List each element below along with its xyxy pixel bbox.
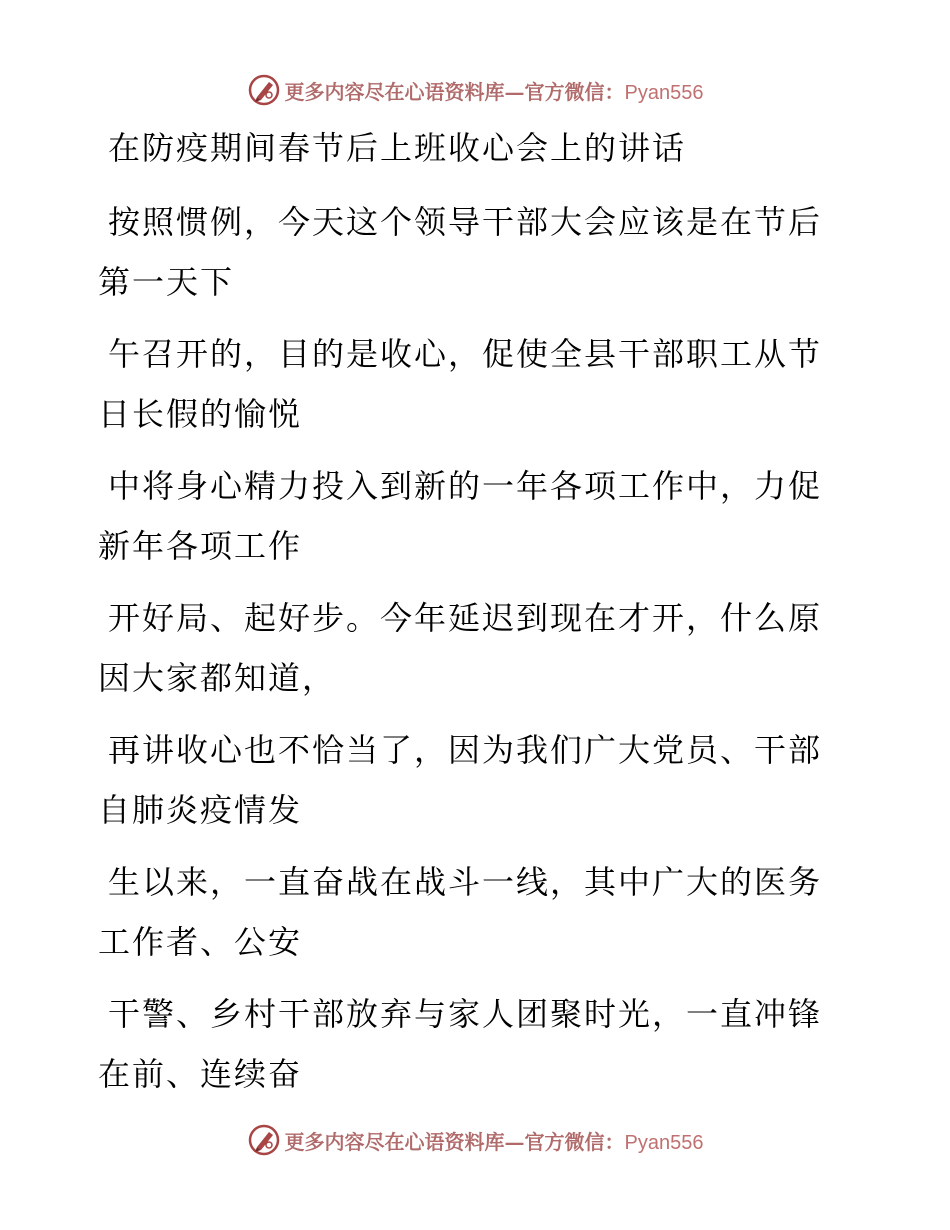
document-title: 在防疫期间春节后上班收心会上的讲话 (108, 129, 687, 167)
paragraph-line: 干警、乡村干部放弃与家人团聚时光，一直冲锋 (108, 995, 823, 1033)
paragraph-line: 第一天下 (98, 263, 235, 301)
paragraph-line: 中将身心精力投入到新的一年各项工作中，力促 (108, 467, 823, 505)
paragraph-line: 按照惯例，今天这个领导干部大会应该是在节后 (108, 203, 823, 241)
paragraph-1 (98, 192, 838, 312)
paragraph-6 (98, 852, 838, 972)
paragraph-line: 工作者、公安 (98, 923, 303, 961)
paragraph-3 (98, 456, 838, 576)
watermark-text: 更多内容尽在心语资料库—官方微信：Pyan556 (284, 1129, 704, 1154)
watermark-wechat-id: Pyan556 (624, 1131, 704, 1154)
paragraph-line: 自肺炎疫情发 (98, 791, 303, 829)
paragraph-line: 因大家都知道， (98, 659, 337, 697)
watermark-wechat-id: Pyan556 (624, 81, 704, 104)
paragraph-line: 新年各项工作 (98, 527, 303, 565)
pen-logo-icon (247, 73, 281, 107)
document-body (98, 118, 838, 1104)
paragraph-line: 开好局、起好步。今年延迟到现在才开，什么原 (108, 599, 823, 637)
paragraph-7 (98, 984, 838, 1104)
paragraph-line: 在前、连续奋 (98, 1055, 303, 1093)
paragraph-2 (98, 324, 838, 444)
header-watermark (0, 70, 950, 110)
paragraph-line: 生以来，一直奋战在战斗一线，其中广大的医务 (108, 863, 823, 901)
paragraph-line: 再讲收心也不恰当了，因为我们广大党员、干部 (108, 731, 823, 769)
paragraph-line: 午召开的，目的是收心，促使全县干部职工从节 (108, 335, 823, 373)
footer-watermark (0, 1120, 950, 1160)
paragraph-5 (98, 720, 838, 840)
watermark-text: 更多内容尽在心语资料库—官方微信：Pyan556 (284, 79, 704, 104)
pen-logo-icon (247, 1123, 281, 1157)
paragraph-4 (98, 588, 838, 708)
paragraph-line: 日长假的愉悦 (98, 395, 303, 433)
